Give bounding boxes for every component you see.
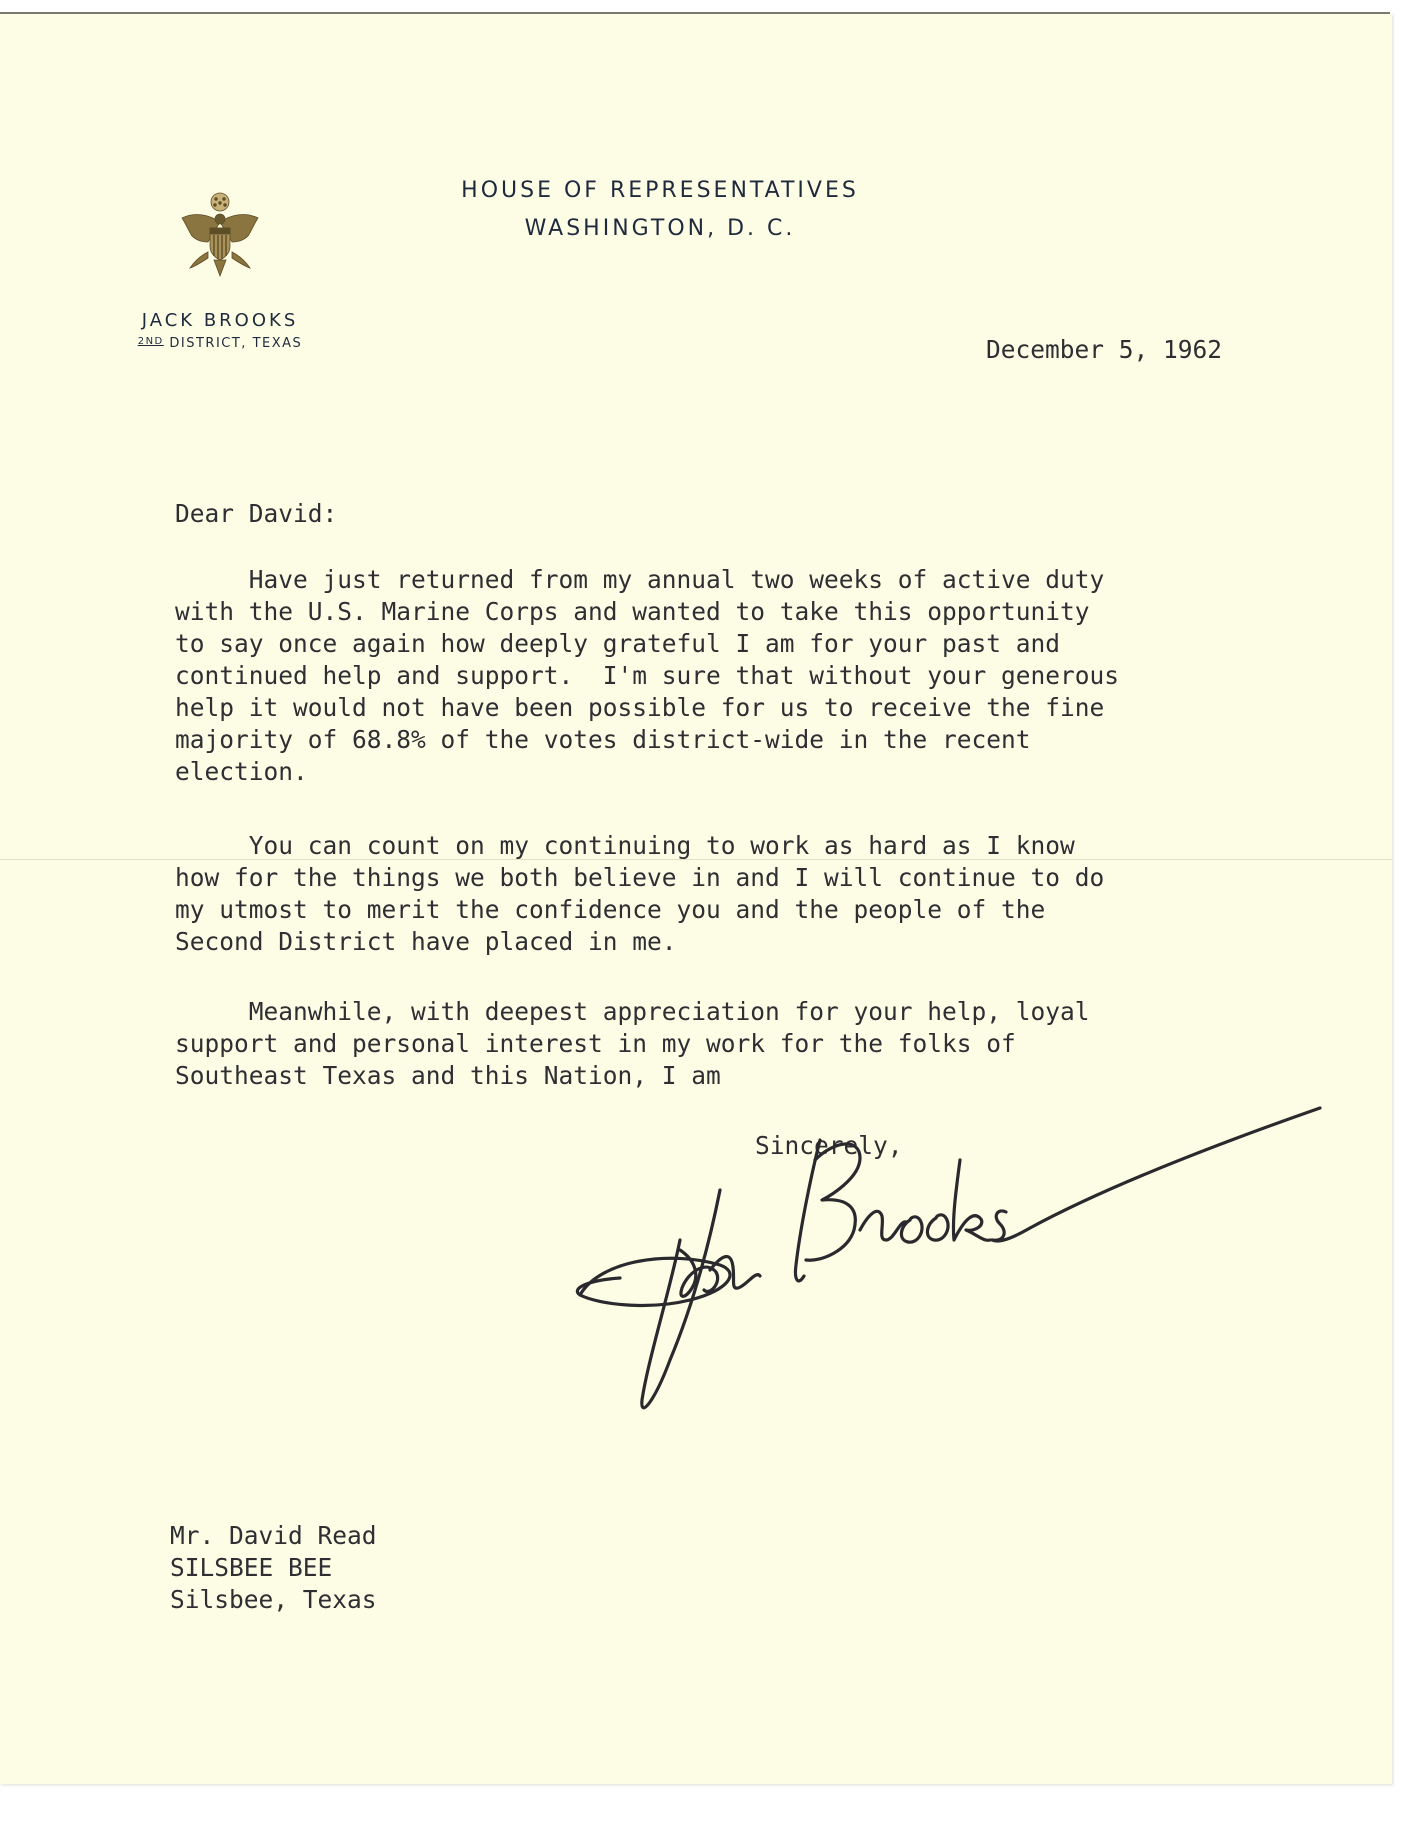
salutation: Dear David: — [175, 499, 338, 528]
recipient-city: Silsbee, Texas — [170, 1585, 377, 1614]
great-seal-eagle-icon — [174, 192, 266, 282]
letterhead-city: WASHINGTON, D. C. — [524, 216, 796, 241]
district-label: DISTRICT, TEXAS — [163, 336, 303, 351]
body-paragraph-1: Have just returned from my annual two weeks of active duty with the U.S. Marine Corps and wanted to take this opportunity to say once again how deeply grateful I am for your past and continued help and support. I'm sure that without your generous help it would not have been possible for us to receive the fine majority of 68.8% of the votes district-wide in the recent election. — [175, 565, 1120, 786]
district-ordinal: 2ND — [137, 336, 164, 347]
recipient-name: Mr. David Read — [170, 1521, 377, 1550]
handwritten-signature — [560, 1100, 1360, 1490]
closing: Sincerely, — [755, 1131, 903, 1160]
member-name: JACK BROOKS — [141, 310, 299, 331]
letter-date: December 5, 1962 — [986, 335, 1223, 364]
recipient-address — [170, 1520, 377, 1616]
body-paragraph-2: You can count on my continuing to work as hard as I know how for the things we both believe in and I will continue to do my utmost to merit the confidence you and the people of the Second District have placed in me. — [175, 831, 1105, 956]
body-paragraph-3: Meanwhile, with deepest appreciation for your help, loyal support and personal interest in my work for the folks of Southeast Texas and this Nation, I am — [175, 997, 1090, 1090]
member-district — [90, 336, 350, 351]
recipient-organization: SILSBEE BEE — [170, 1553, 333, 1582]
letterhead-title: HOUSE OF REPRESENTATIVES — [461, 178, 859, 203]
